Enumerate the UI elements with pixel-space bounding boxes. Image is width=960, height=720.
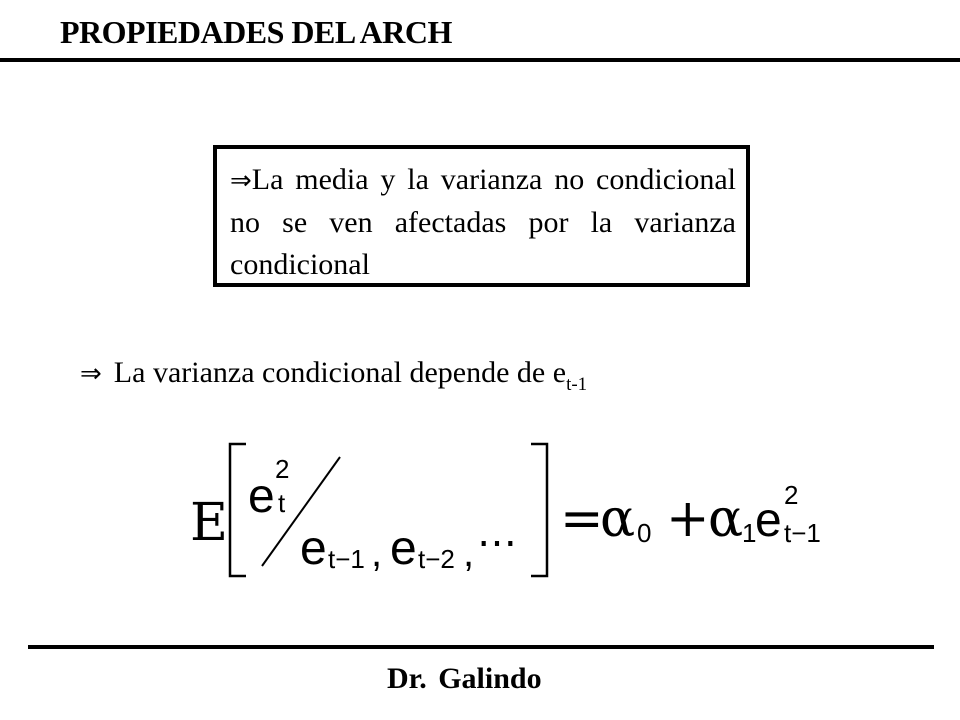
denominator-e2: e	[390, 522, 417, 575]
equals-sign: =	[560, 489, 604, 549]
alpha-1-subscript: 1	[742, 518, 757, 548]
bullet-subscript: t-1	[566, 374, 588, 395]
numerator-e: e	[248, 470, 275, 523]
denominator-subscript-2: t−2	[418, 544, 455, 574]
rhs-subscript: t−1	[784, 518, 821, 548]
numerator-superscript: 2	[275, 454, 290, 484]
rhs-e: e	[755, 494, 782, 547]
comma-1: ,	[371, 531, 383, 575]
implies-arrow-icon: ⇒	[80, 359, 102, 389]
right-bracket	[531, 444, 547, 576]
bullet-text: La varianza condicional depende de e	[113, 356, 567, 389]
implies-arrow-icon: ⇒	[230, 166, 252, 196]
bottom-divider	[28, 645, 934, 649]
rhs-superscript: 2	[784, 480, 799, 510]
denominator-e1: e	[300, 522, 327, 575]
alpha-0: α	[600, 489, 636, 549]
footer-author: Dr. Galindo	[387, 662, 542, 695]
page-title: PROPIEDADES DEL ARCH	[60, 14, 452, 50]
denominator-subscript-1: t−1	[328, 544, 365, 574]
left-bracket	[230, 444, 246, 576]
plus-sign: +	[666, 489, 710, 549]
ellipsis: ⋯	[477, 520, 517, 566]
comma-2: ,	[463, 531, 475, 575]
numerator-subscript: t	[278, 488, 286, 518]
alpha-0-subscript: 0	[637, 518, 652, 548]
expectation-operator: E	[190, 493, 228, 553]
box-text: La media y la varianza no condicional no se ven afectadas por la varianza condicional	[230, 163, 736, 281]
alpha-1: α	[708, 489, 744, 549]
